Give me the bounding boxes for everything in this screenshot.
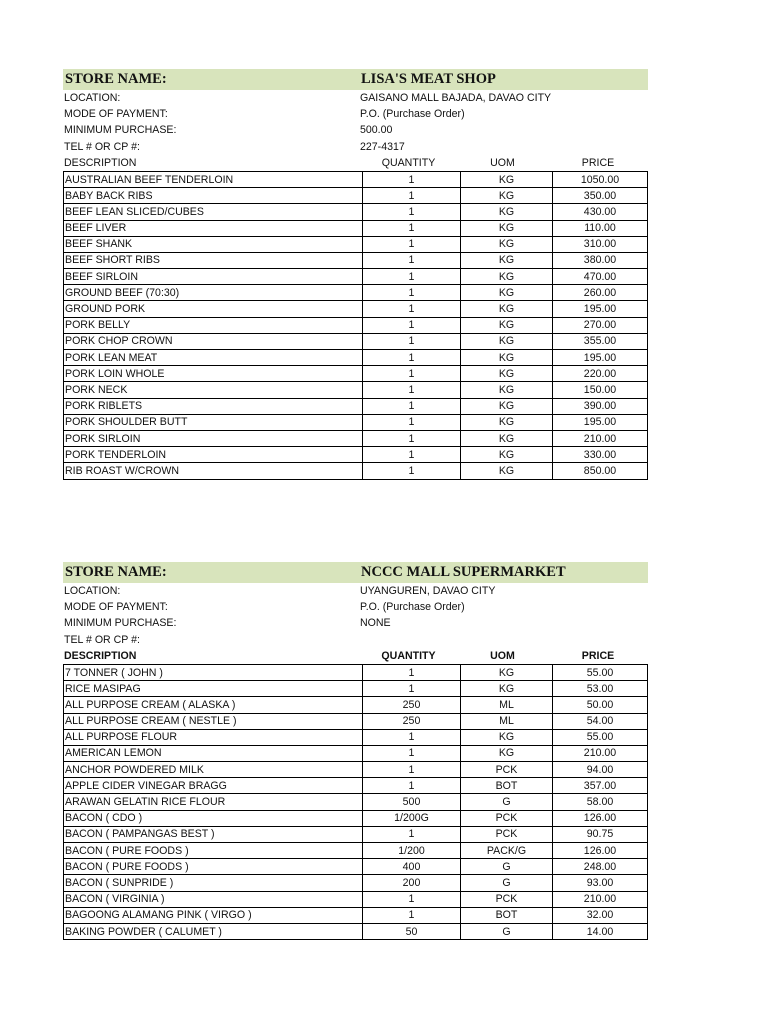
item-quantity: 500: [363, 794, 461, 810]
item-uom: PCK: [461, 891, 553, 907]
item-description: PORK CHOP CROWN: [64, 333, 363, 349]
item-price: 260.00: [553, 285, 648, 301]
item-quantity: 1: [363, 285, 461, 301]
item-price: 350.00: [553, 188, 648, 204]
item-price: 110.00: [553, 220, 648, 236]
item-quantity: 1: [363, 220, 461, 236]
item-uom: PCK: [461, 762, 553, 778]
item-quantity: 1/200G: [363, 810, 461, 826]
table-row: [64, 447, 648, 463]
item-description: BAKING POWDER ( CALUMET ): [64, 923, 363, 939]
item-uom: KG: [461, 681, 553, 697]
item-price: 220.00: [553, 366, 648, 382]
item-price: 195.00: [553, 414, 648, 430]
column-header-row: [63, 155, 648, 171]
item-uom: KG: [461, 188, 553, 204]
min-purchase-label: MINIMUM PURCHASE:: [64, 124, 177, 137]
table-row: [64, 220, 648, 236]
item-quantity: 200: [363, 875, 461, 891]
item-uom: G: [461, 794, 553, 810]
item-price: 126.00: [553, 843, 648, 859]
store-name-label: STORE NAME:: [65, 564, 167, 580]
item-uom: KG: [461, 414, 553, 430]
item-uom: G: [461, 859, 553, 875]
item-quantity: 1/200: [363, 843, 461, 859]
table-row: [64, 826, 648, 842]
item-description: GROUND PORK: [64, 301, 363, 317]
item-uom: BOT: [461, 778, 553, 794]
table-row: [64, 875, 648, 891]
item-quantity: 1: [363, 252, 461, 268]
min-purchase-value: NONE: [360, 617, 391, 630]
item-description: ARAWAN GELATIN RICE FLOUR: [64, 794, 363, 810]
item-description: PORK LEAN MEAT: [64, 350, 363, 366]
item-description: PORK NECK: [64, 382, 363, 398]
col-uom: UOM: [490, 156, 515, 169]
column-header-row: [63, 648, 648, 664]
item-uom: KG: [461, 366, 553, 382]
item-description: BACON ( PURE FOODS ): [64, 843, 363, 859]
item-uom: KG: [461, 171, 553, 187]
col-uom: UOM: [490, 649, 515, 662]
item-description: BEEF LEAN SLICED/CUBES: [64, 204, 363, 220]
item-price: 357.00: [553, 778, 648, 794]
tel-row: [63, 632, 648, 648]
item-description: BEEF LIVER: [64, 220, 363, 236]
table-row: [64, 729, 648, 745]
item-quantity: 1: [363, 762, 461, 778]
item-uom: KG: [461, 269, 553, 285]
item-description: BACON ( PAMPANGAS BEST ): [64, 826, 363, 842]
item-price: 210.00: [553, 891, 648, 907]
item-uom: G: [461, 875, 553, 891]
table-row: [64, 843, 648, 859]
item-quantity: 1: [363, 414, 461, 430]
item-uom: KG: [461, 430, 553, 446]
item-quantity: 1: [363, 317, 461, 333]
table-row: [64, 859, 648, 875]
item-price: 248.00: [553, 859, 648, 875]
table-row: [64, 923, 648, 939]
item-uom: KG: [461, 204, 553, 220]
item-description: PORK RIBLETS: [64, 398, 363, 414]
col-quantity: QUANTITY: [381, 156, 436, 169]
item-price: 53.00: [553, 681, 648, 697]
col-quantity: QUANTITY: [381, 649, 436, 662]
item-quantity: 1: [363, 366, 461, 382]
payment-label: MODE OF PAYMENT:: [64, 108, 168, 121]
item-description: BEEF SHORT RIBS: [64, 252, 363, 268]
item-price: 94.00: [553, 762, 648, 778]
item-description: BEEF SIRLOIN: [64, 269, 363, 285]
item-price: 54.00: [553, 713, 648, 729]
table-row: [64, 891, 648, 907]
item-uom: KG: [461, 729, 553, 745]
table-row: [64, 778, 648, 794]
location-label: LOCATION:: [64, 92, 121, 105]
item-uom: KG: [461, 317, 553, 333]
item-quantity: 1: [363, 745, 461, 761]
item-description: PORK BELLY: [64, 317, 363, 333]
item-price: 150.00: [553, 382, 648, 398]
item-price: 210.00: [553, 745, 648, 761]
item-description: BACON ( VIRGINIA ): [64, 891, 363, 907]
item-uom: KG: [461, 447, 553, 463]
item-description: BAGOONG ALAMANG PINK ( VIRGO ): [64, 907, 363, 923]
item-price: 14.00: [553, 923, 648, 939]
item-price: 270.00: [553, 317, 648, 333]
table-row: [64, 333, 648, 349]
item-price: 32.00: [553, 907, 648, 923]
item-uom: KG: [461, 398, 553, 414]
item-quantity: 1: [363, 907, 461, 923]
table-row: [64, 907, 648, 923]
store-header: [63, 69, 648, 90]
item-uom: ML: [461, 697, 553, 713]
store-name-label: STORE NAME:: [65, 71, 167, 87]
item-price: 55.00: [553, 729, 648, 745]
location-value: UYANGUREN, DAVAO CITY: [360, 585, 496, 598]
location-row: [63, 90, 648, 106]
item-quantity: 1: [363, 188, 461, 204]
table-row: [64, 414, 648, 430]
item-quantity: 1: [363, 171, 461, 187]
table-row: [64, 350, 648, 366]
item-price: 430.00: [553, 204, 648, 220]
col-price: PRICE: [581, 156, 615, 169]
store-section-lisas-meat-shop: [63, 69, 648, 480]
item-uom: KG: [461, 301, 553, 317]
item-description: ANCHOR POWDERED MILK: [64, 762, 363, 778]
tel-label: TEL # OR CP #:: [64, 633, 140, 646]
item-description: PORK SHOULDER BUTT: [64, 414, 363, 430]
items-table: [63, 664, 648, 940]
table-row: [64, 463, 648, 479]
item-quantity: 1: [363, 681, 461, 697]
item-quantity: 1: [363, 269, 461, 285]
item-quantity: 1: [363, 778, 461, 794]
payment-value: P.O. (Purchase Order): [360, 108, 465, 121]
table-row: [64, 317, 648, 333]
item-price: 1050.00: [553, 171, 648, 187]
item-uom: KG: [461, 745, 553, 761]
item-quantity: 400: [363, 859, 461, 875]
table-row: [64, 430, 648, 446]
store-section-nccc-mall-supermarket: [63, 562, 648, 940]
item-quantity: 250: [363, 697, 461, 713]
min-purchase-row: [63, 122, 648, 138]
item-description: ALL PURPOSE FLOUR: [64, 729, 363, 745]
store-name: LISA'S MEAT SHOP: [361, 71, 496, 87]
item-price: 58.00: [553, 794, 648, 810]
item-description: RICE MASIPAG: [64, 681, 363, 697]
item-uom: KG: [461, 333, 553, 349]
item-description: ALL PURPOSE CREAM ( NESTLE ): [64, 713, 363, 729]
item-description: BACON ( CDO ): [64, 810, 363, 826]
table-row: [64, 188, 648, 204]
item-uom: KG: [461, 236, 553, 252]
item-description: PORK TENDERLOIN: [64, 447, 363, 463]
item-description: APPLE CIDER VINEGAR BRAGG: [64, 778, 363, 794]
item-uom: KG: [461, 463, 553, 479]
min-purchase-label: MINIMUM PURCHASE:: [64, 617, 177, 630]
location-label: LOCATION:: [64, 585, 121, 598]
col-description: DESCRIPTION: [64, 156, 137, 169]
item-quantity: 1: [363, 826, 461, 842]
item-description: AMERICAN LEMON: [64, 745, 363, 761]
item-uom: PCK: [461, 810, 553, 826]
table-row: [64, 697, 648, 713]
item-price: 470.00: [553, 269, 648, 285]
table-row: [64, 171, 648, 187]
col-description: DESCRIPTION: [64, 649, 137, 662]
item-description: AUSTRALIAN BEEF TENDERLOIN: [64, 171, 363, 187]
table-row: [64, 366, 648, 382]
item-description: GROUND BEEF (70:30): [64, 285, 363, 301]
item-uom: G: [461, 923, 553, 939]
table-row: [64, 745, 648, 761]
payment-row: [63, 106, 648, 122]
table-row: [64, 664, 648, 680]
table-row: [64, 681, 648, 697]
item-description: PORK SIRLOIN: [64, 430, 363, 446]
item-uom: KG: [461, 285, 553, 301]
item-quantity: 1: [363, 350, 461, 366]
tel-value: 227-4317: [360, 140, 405, 153]
item-uom: KG: [461, 382, 553, 398]
item-quantity: 250: [363, 713, 461, 729]
table-row: [64, 398, 648, 414]
item-quantity: 1: [363, 447, 461, 463]
table-row: [64, 301, 648, 317]
table-row: [64, 382, 648, 398]
location-row: [63, 583, 648, 599]
item-quantity: 1: [363, 430, 461, 446]
item-price: 50.00: [553, 697, 648, 713]
table-row: [64, 810, 648, 826]
item-quantity: 1: [363, 333, 461, 349]
item-price: 55.00: [553, 664, 648, 680]
item-price: 195.00: [553, 301, 648, 317]
item-quantity: 50: [363, 923, 461, 939]
table-row: [64, 794, 648, 810]
item-description: BACON ( PURE FOODS ): [64, 859, 363, 875]
item-description: BACON ( SUNPRIDE ): [64, 875, 363, 891]
item-price: 126.00: [553, 810, 648, 826]
tel-label: TEL # OR CP #:: [64, 140, 140, 153]
item-uom: KG: [461, 664, 553, 680]
table-row: [64, 236, 648, 252]
item-price: 380.00: [553, 252, 648, 268]
item-quantity: 1: [363, 236, 461, 252]
payment-label: MODE OF PAYMENT:: [64, 601, 168, 614]
item-price: 210.00: [553, 430, 648, 446]
item-description: BEEF SHANK: [64, 236, 363, 252]
item-uom: BOT: [461, 907, 553, 923]
store-header: [63, 562, 648, 583]
item-quantity: 1: [363, 463, 461, 479]
item-description: 7 TONNER ( JOHN ): [64, 664, 363, 680]
store-name: NCCC MALL SUPERMARKET: [361, 564, 566, 580]
table-row: [64, 713, 648, 729]
item-price: 195.00: [553, 350, 648, 366]
table-row: [64, 204, 648, 220]
item-quantity: 1: [363, 664, 461, 680]
item-price: 310.00: [553, 236, 648, 252]
item-price: 90.75: [553, 826, 648, 842]
item-quantity: 1: [363, 891, 461, 907]
col-price: PRICE: [581, 649, 615, 662]
tel-row: [63, 139, 648, 155]
payment-value: P.O. (Purchase Order): [360, 601, 465, 614]
item-description: PORK LOIN WHOLE: [64, 366, 363, 382]
items-table: [63, 171, 648, 480]
min-purchase-row: [63, 615, 648, 631]
item-uom: PACK/G: [461, 843, 553, 859]
item-price: 330.00: [553, 447, 648, 463]
item-description: BABY BACK RIBS: [64, 188, 363, 204]
item-price: 390.00: [553, 398, 648, 414]
item-uom: KG: [461, 252, 553, 268]
item-price: 93.00: [553, 875, 648, 891]
item-quantity: 1: [363, 398, 461, 414]
item-uom: PCK: [461, 826, 553, 842]
item-quantity: 1: [363, 729, 461, 745]
item-quantity: 1: [363, 204, 461, 220]
item-description: ALL PURPOSE CREAM ( ALASKA ): [64, 697, 363, 713]
item-uom: ML: [461, 713, 553, 729]
payment-row: [63, 599, 648, 615]
item-quantity: 1: [363, 301, 461, 317]
table-row: [64, 269, 648, 285]
location-value: GAISANO MALL BAJADA, DAVAO CITY: [360, 92, 552, 105]
item-uom: KG: [461, 350, 553, 366]
item-uom: KG: [461, 220, 553, 236]
item-price: 850.00: [553, 463, 648, 479]
item-quantity: 1: [363, 382, 461, 398]
item-description: RIB ROAST W/CROWN: [64, 463, 363, 479]
table-row: [64, 252, 648, 268]
min-purchase-value: 500.00: [360, 124, 393, 137]
item-price: 355.00: [553, 333, 648, 349]
table-row: [64, 762, 648, 778]
table-row: [64, 285, 648, 301]
